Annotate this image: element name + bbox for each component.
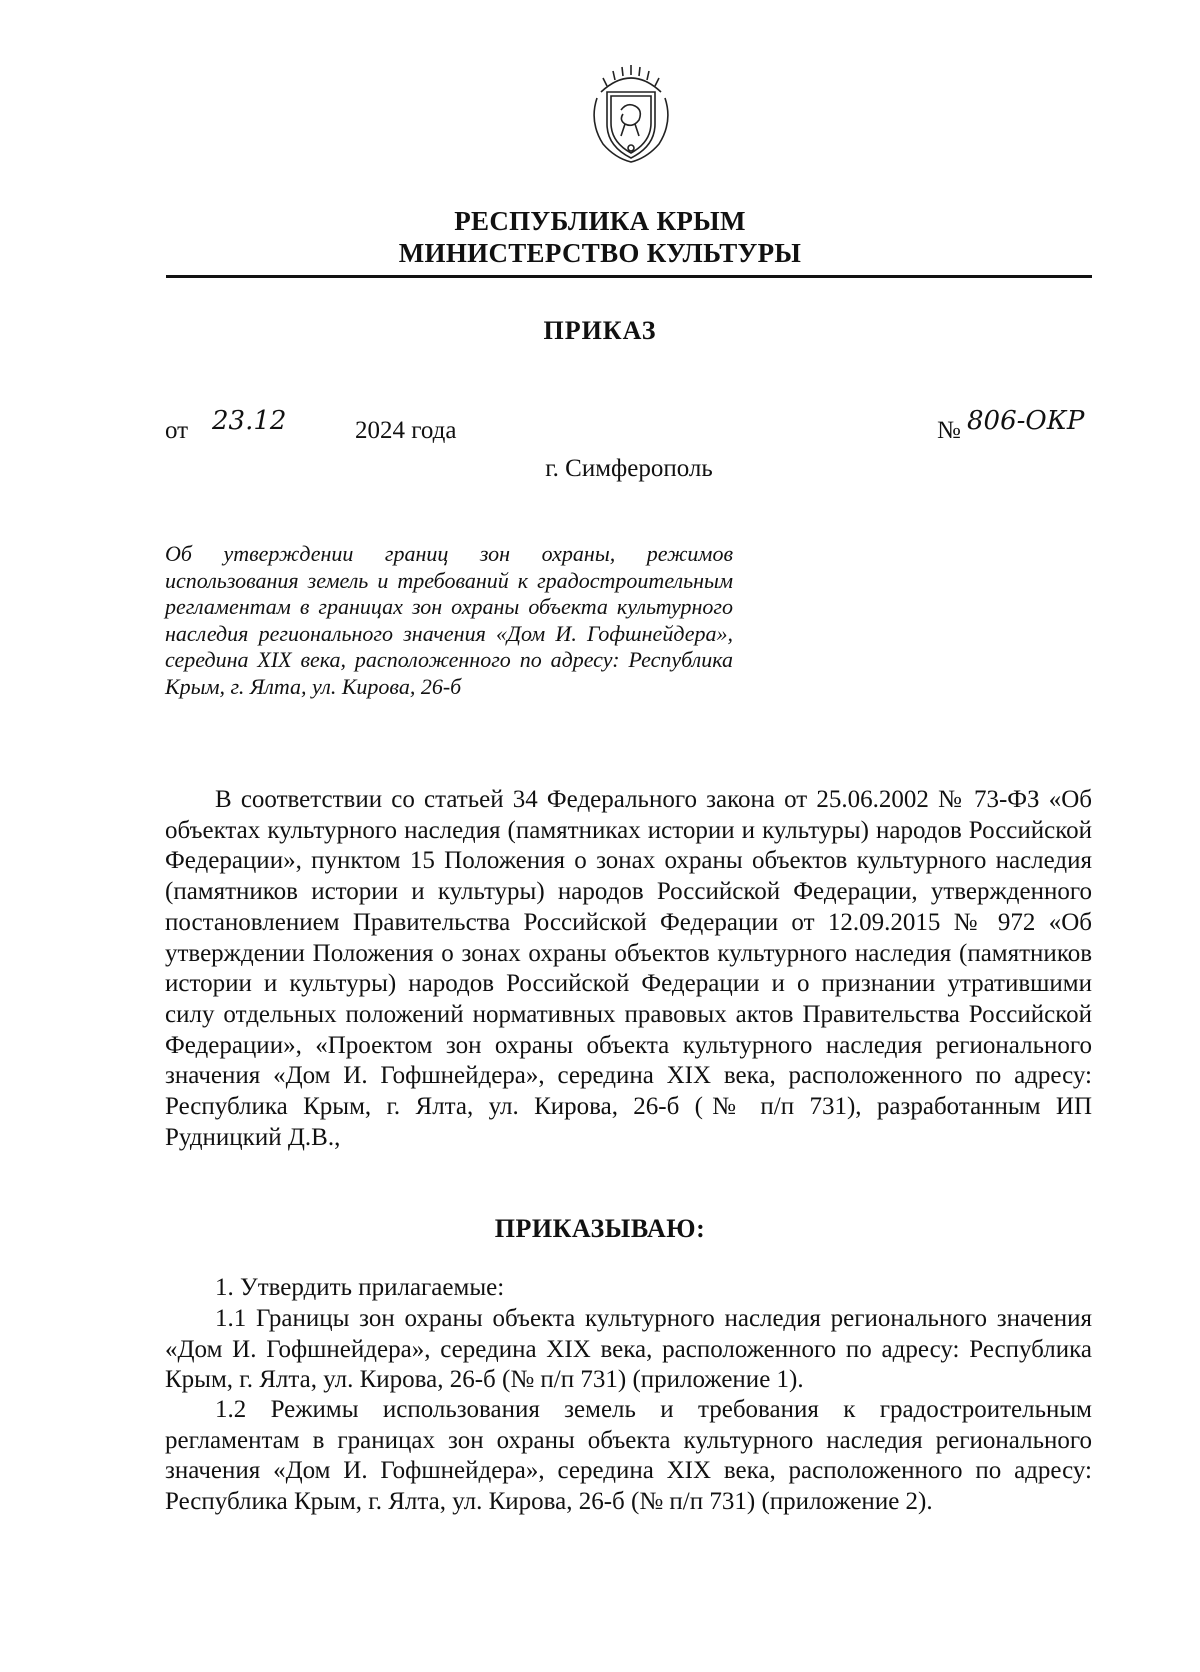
item-1: 1. Утвердить прилагаемые: <box>215 1274 505 1301</box>
number-label: № <box>937 417 961 444</box>
item-1-2: 1.2 Режимы использования земель и требования к градостроительным регламентам в границах зон охраны объекта культурного наследия регионального значения «Дом И. Гофшнейдера», середина XIX века, расположенного по адресу: Республика Крым, г. Ялта, ул. Кирова, 26-б (№ п/п 731) (приложение 2). <box>165 1396 1092 1516</box>
crimea-coat-of-arms-icon <box>577 62 685 166</box>
city-label: г. Симферополь <box>545 455 713 482</box>
item-1-1: 1.1 Границы зон охраны объекта культурного наследия регионального значения «Дом И. Гофшнейдера», середина XIX века, расположенного по адресу: Республика Крым, г. Ялта, ул. Кирова, 26-б (№ п/п 731) (приложение 1). <box>165 1305 1092 1394</box>
preamble-paragraph: В соответствии со статьей 34 Федерального закона от 25.06.2002 № 73-ФЗ «Об объектах культурного наследия (памятниках истории и культуры) народов Российской Федерации», пунктом 15 Положения о зонах охраны объектов культурного наследия (памятников истории и культуры) народов Российской Федерации, утвержденного постановлением Правительства Российской Федерации от 12.09.2015 № 972 «Об утверждении Положения о зонах охраны объектов культурного наследия (памятников истории и культуры) народов Российской Федерации и о признании утратившими силу отдельных положений нормативных правовых актов Правительства Российской Федерации», «Проектом зон охраны объекта культурного наследия регионального значения «Дом И. Гофшнейдера», середина XIX века, расположенного по адресу: Республика Крым, г. Ялта, ул. Кирова, 26-б (№ п/п 731), разработанным ИП Рудницкий Д.В., <box>165 786 1092 1151</box>
year-label: 2024 года <box>355 417 457 444</box>
handwritten-date: 23.12 <box>212 406 287 436</box>
org-name-republic: РЕСПУБЛИКА КРЫМ <box>454 206 746 236</box>
subject-heading: Об утверждении границ зон охраны, режимов использования земель и требований к градостроительным регламентам в границах зон охраны объекта культурного наследия регионального значения «Дом И. Гофшнейдера», середина XIX века, расположенного по адресу: Республика Крым, г. Ялта, ул. Кирова, 26-б <box>165 541 733 699</box>
org-name-ministry: МИНИСТЕРСТВО КУЛЬТУРЫ <box>398 238 802 268</box>
from-label: от <box>165 417 189 444</box>
order-word: ПРИКАЗЫВАЮ: <box>494 1214 706 1243</box>
document-type-title: ПРИКАЗ <box>543 316 657 345</box>
handwritten-number: 806-ОКР <box>967 406 1085 436</box>
header-divider <box>166 275 1092 278</box>
